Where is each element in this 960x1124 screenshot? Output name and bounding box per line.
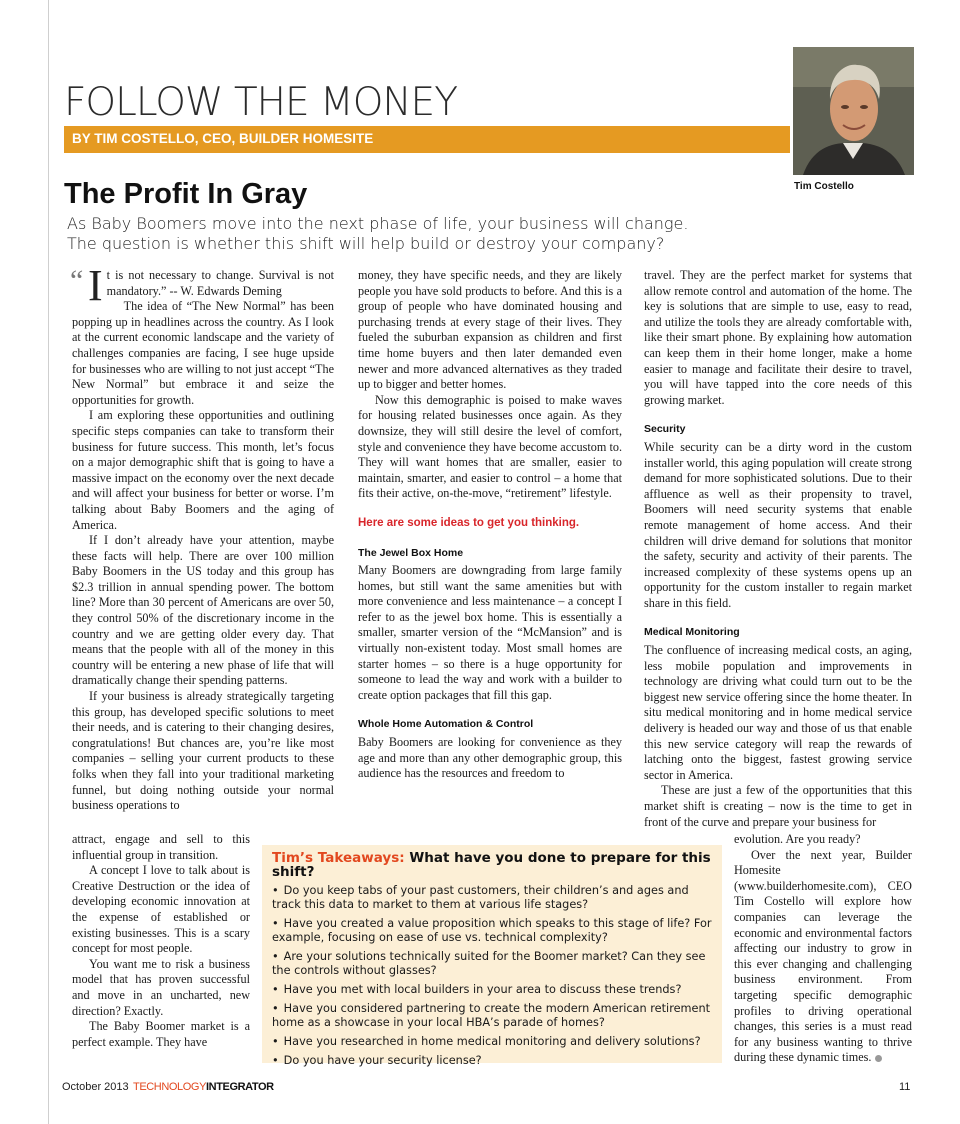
paragraph: evolution. Are you ready? [734,832,861,846]
article-column-3-lower [734,832,912,1066]
takeaways-list [272,884,712,1069]
paragraph: Baby Boomers are looking for convenience as they age and more than any other demographic group, this audience has the resources and freedom to [358,735,622,781]
page-number: 11 [899,1081,911,1093]
paragraph: Now this demographic is poised to make waves for housing related businesses once again. As they downsize, they will still desire the level of comfort, style and convenience they have become accustom to. They will want homes that are smaller, easier to maintain, smarter, and easier to control – a home that fits their active, on-the-move, “retirement” lifestyle. [358,392,622,501]
deck-line: As Baby Boomers move into the next phase of life, your business will change. [67,214,689,233]
paragraph: Many Boomers are downgrading from large family homes, but still want the same amenities but with more convenience and less maintenance – a concept I refer to as the jewel box home. This is essentially a smaller, smarter version of the “McMansion” and is virtually non-existent today. Most small homes are starter homes – so there is a huge opportunity for someone to lead the way and work with a builder to create option packages that fill this gap. [358,563,622,702]
headline: The Profit In Gray [64,178,308,210]
footer-brand-part2: INTEGRATOR [206,1081,274,1093]
article-column-3 [644,268,912,830]
takeaway-item: • Do you keep tabs of your past customers, their children’s and ages and track this data to market to them at various life stages? [272,884,712,913]
subhead-security: Security [644,423,686,436]
subhead-medical-monitoring: Medical Monitoring [644,626,740,639]
paragraph: I am exploring these opportunities and outlining specific steps companies can take to transform their business for future success. This month, let’s focus on a major demographic shift that is going to have a massive impact on the economy over the next decade and will affect your business for better or worse. I’m talking about Baby Boomers and the aging of America. [72,408,334,532]
portrait-image [793,47,914,175]
subhead-jewel-box: The Jewel Box Home [358,546,464,559]
article-column-1 [70,261,334,814]
drop-cap-block [70,261,334,310]
paragraph: The idea of “The New Normal” has been popping up in headlines across the country. As I look at the current economic landscape and the variety of challenges companies are facing, I see huge upside for businesses who are willing to not just accept “The New Normal” but embrace it and seize the opportunities for growth. [72,299,334,407]
paragraph: The confluence of increasing medical costs, an aging, less mobile population and improvements in technology are driving what could turn out to be the biggest new service offering since the home theater. In situ medical monitoring and in home medical service delivery is headed our way and those of us that enable this new service category will reap the rewards of latching onto the biggest, fastest growing service sector in America. [644,643,912,782]
takeaways-heading [272,851,712,880]
footer-publication-logo [133,1081,274,1093]
paragraph: The Baby Boomer market is a perfect example. They have [72,1019,250,1049]
paragraph: You want me to risk a business model that has proven successful and move in an uncharted, new direction? Exactly. [72,956,250,1018]
paragraph: While security can be a dirty word in the custom installer world, this aging population will create strong demand for more sophisticated solutions. Due to their affluence as well as their propensity to travel, Boomers will need security systems that enable remote management of home access. And their children will drive demand for solutions that monitor the safety, security and activity of their parents. The increased complexity of these systems opens up an opportunity for the custom installer to regain market share in this field. [644,439,912,610]
callout-text: Here are some ideas to get you thinking. [358,516,580,529]
article-column-1-lower [72,832,250,1050]
paragraph: t is not necessary to change. Survival is not mandatory.” -- W. Edwards Deming [106,268,334,298]
page-margin-rule [48,0,49,1124]
deck-line: The question is whether this shift will help build or destroy your company? [67,234,665,253]
drop-quote-mark: “ [70,264,84,297]
takeaway-item: • Are your solutions technically suited for the Boomer market? Can they see the controls without glasses? [272,950,712,979]
takeaway-item: • Do you have your security license? [272,1054,712,1068]
paragraph: attract, engage and sell to this influential group in transition. [72,832,250,862]
paragraph: If I don’t already have your attention, maybe these facts will help. There are over 100 million Baby Boomers in the US today and this group has $2.3 trillion in annual spending power. The bottom line? More than 30 percent of Americans are over 50, they control 50% of the discretionary income in the country and we are getting older every day. That means that the people with all of the money in this country will be entering a new phase of life that will dramatically change their spending patterns. [72,533,334,688]
footer-brand-part1: TECHNOLOGY [133,1081,207,1093]
takeaway-item: • Have you researched in home medical monitoring and delivery solutions? [272,1035,712,1049]
subhead-home-automation: Whole Home Automation & Control [358,718,534,731]
paragraph: These are just a few of the opportunities that this market shift is creating – now is the time to get in front of the curve and prepare your business for [644,783,912,829]
article-column-2 [358,268,622,782]
section-title: FOLLOW THE MONEY [64,80,458,125]
drop-cap: I [88,261,103,310]
footer-date: October 2013 [62,1081,129,1093]
byline: BY TIM COSTELLO, CEO, BUILDER HOMESITE [72,131,374,146]
takeaway-item: • Have you created a value proposition which speaks to this stage of life? For example, focusing on ease of use vs. technical complexity? [272,917,712,946]
paragraph: A concept I love to talk about is Creative Destruction or the idea of developing economic innovation at the expense of established or existing businesses. This is a scary concept for most people. [72,863,250,956]
takeaway-item: • Have you considered partnering to create the modern American retirement home as a showcase in your local HBA’s parade of homes? [272,1002,712,1031]
takeaways-question: What have you done to prepare for this shift? [272,850,711,881]
takeaways-label: Tim’s Takeaways: [272,850,405,866]
paragraph: If your business is already strategically targeting this group, has developed specific solutions to meet their needs, and is catering to their changing desires, congratulations! But chances are, you’re like most companies – selling your current products to these folks when they fall into your traditional marketing funnel, but doing nothing outside your normal business operations to [72,689,334,813]
end-of-article-mark [875,1055,882,1062]
paragraph: money, they have specific needs, and they are likely people you have sold products to before. And this is a group of people who have dominated housing and purchasing trends at every stage of their lives. They fueled the suburban expansion as children and first time home buyers and then later demanded even newer and more advanced alternatives as they traded up to bigger and better homes. [358,268,622,392]
paragraph [734,848,912,1066]
closing-paragraph-text: Over the next year, Builder Homesite (www.builderhomesite.com), CEO Tim Costello will explore how companies can leverage the economic and environmental factors affecting our industry to grow in this ever changing and challenging business environment. From targeting specific demographic profiles to driving operational changes, this series is a must read for any business wanting to thrive during these dynamic times. [734,847,912,1065]
photo-caption: Tim Costello [794,181,854,192]
byline-bar [64,126,790,153]
author-photo [793,47,914,175]
takeaways-box [262,845,722,1068]
takeaway-item: • Have you met with local builders in your area to discuss these trends? [272,983,712,997]
paragraph: travel. They are the perfect market for systems that allow remote control and automation of the home. The key is solutions that are simple to use, easy to read, and utilize the tools they are already comfortable with, like their smart phone. By explaining how automation can keep them in their home longer, make a home easier to manage and facilitate their desire to travel, you will have tapped into the core needs of this growing market. [644,268,912,407]
deck [67,214,687,254]
